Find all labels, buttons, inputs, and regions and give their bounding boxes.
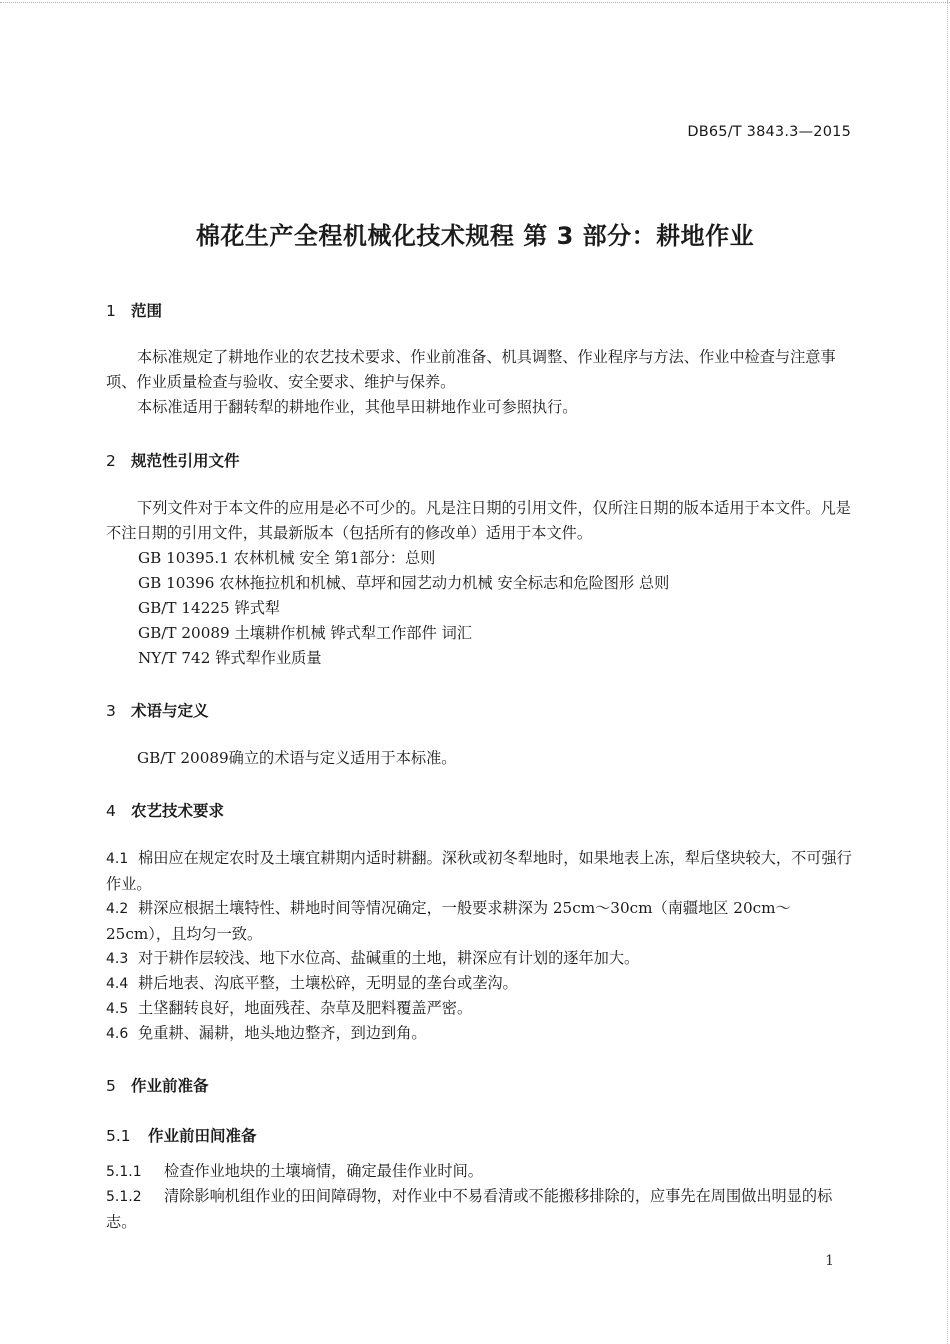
clause-item (106, 1021, 854, 1047)
section-number: 5 (106, 1077, 116, 1095)
reference-item: GB 10396 农林拖拉机和机械、草坪和园艺动力机械 安全标志和危险图形 总则 (138, 574, 670, 592)
reference-item: GB/T 14225 铧式犁 (138, 599, 281, 617)
clause-number: 4.5 (106, 1001, 129, 1017)
clause-item (106, 1184, 854, 1235)
section-number: 2 (106, 452, 116, 470)
section-title: 术语与定义 (131, 702, 209, 720)
section-2-heading (106, 449, 240, 471)
section-number: 1 (106, 302, 116, 320)
section-4-heading (106, 799, 224, 821)
section-title: 范围 (131, 302, 163, 320)
clause-text: 对于耕作层较浅、地下水位高、盐碱重的土地，耕深应有计划的逐年加大。 (138, 949, 640, 967)
paragraph: GB/T 20089确立的术语与定义适用于本标准。 (137, 749, 457, 767)
reference-item: GB/T 20089 土壤耕作机械 铧式犁工作部件 词汇 (138, 624, 472, 642)
section-5-heading (106, 1074, 209, 1096)
paragraph: 本标准规定了耕地作业的农艺技术要求、作业前准备、机具调整、作业程序与方法、作业中检查与注意事项、作业质量检查与验收、安全要求、维护与保养。 (106, 348, 836, 391)
paragraph: 本标准适用于翻转犁的耕地作业，其他旱田耕地作业可参照执行。 (137, 398, 578, 416)
clause-text: 免重耕、漏耕，地头地边整齐，到边到角。 (138, 1024, 427, 1042)
section-title: 规范性引用文件 (131, 452, 240, 470)
subsection-title: 作业前田间准备 (148, 1127, 257, 1145)
clause-number: 4.1 (106, 851, 129, 867)
section-number: 4 (106, 802, 116, 820)
clause-text: 耕后地表、沟底平整，土壤松碎，无明显的垄台或垄沟。 (138, 974, 518, 992)
scan-edge-top (0, 2, 950, 9)
clause-number: 4.6 (106, 1026, 129, 1042)
page-number: 1 (825, 1253, 834, 1269)
clause-item (106, 846, 854, 897)
subsection-number: 5.1 (106, 1127, 131, 1145)
clause-number: 4.3 (106, 951, 129, 967)
clause-item (106, 996, 854, 1022)
clause-text: 检查作业地块的土壤墒情，确定最佳作业时间。 (164, 1162, 483, 1180)
clause-number: 4.4 (106, 976, 129, 992)
reference-item: NY/T 742 铧式犁作业质量 (138, 649, 322, 667)
clause-number: 5.1.1 (106, 1164, 142, 1180)
clause-text: 耕深应根据土壤特性、耕地时间等情况确定，一般要求耕深为 25cm～30cm（南疆地区 20cm～25cm），且均匀一致。 (106, 899, 791, 943)
section-title: 农艺技术要求 (131, 802, 225, 820)
section-number: 3 (106, 702, 116, 720)
reference-item: GB 10395.1 农林机械 安全 第1部分：总则 (138, 549, 436, 567)
clause-text: 棉田应在规定农时及土壤宜耕期内适时耕翻。深秋或初冬犁地时，如果地表上冻，犁后垡块较大，不可强行作业。 (106, 849, 852, 893)
clause-item (106, 971, 854, 997)
clause-number: 4.2 (106, 901, 129, 917)
document-code: DB65/T 3843.3—2015 (687, 124, 851, 140)
clause-item (106, 896, 854, 947)
clause-item (106, 1159, 854, 1185)
clause-number: 5.1.2 (106, 1189, 142, 1205)
section-1-heading (106, 299, 162, 321)
paragraph: 下列文件对于本文件的应用是必不可少的。凡是注日期的引用文件，仅所注日期的版本适用于本文件。凡是不注日期的引用文件，其最新版本（包括所有的修改单）适用于本文件。 (106, 499, 851, 542)
section-3-heading (106, 699, 209, 721)
clause-item (106, 946, 854, 972)
section-title: 作业前准备 (131, 1077, 209, 1095)
clause-text: 清除影响机组作业的田间障碍物，对作业中不易看清或不能搬移排除的，应事先在周围做出明显的标志。 (106, 1187, 833, 1231)
subsection-5-1-heading (106, 1124, 257, 1146)
document-title: 棉花生产全程机械化技术规程 第 3 部分：耕地作业 (195, 222, 755, 250)
clause-text: 土垡翻转良好，地面残茬、杂草及肥料覆盖严密。 (138, 999, 473, 1017)
scan-edge-right (945, 0, 948, 1344)
